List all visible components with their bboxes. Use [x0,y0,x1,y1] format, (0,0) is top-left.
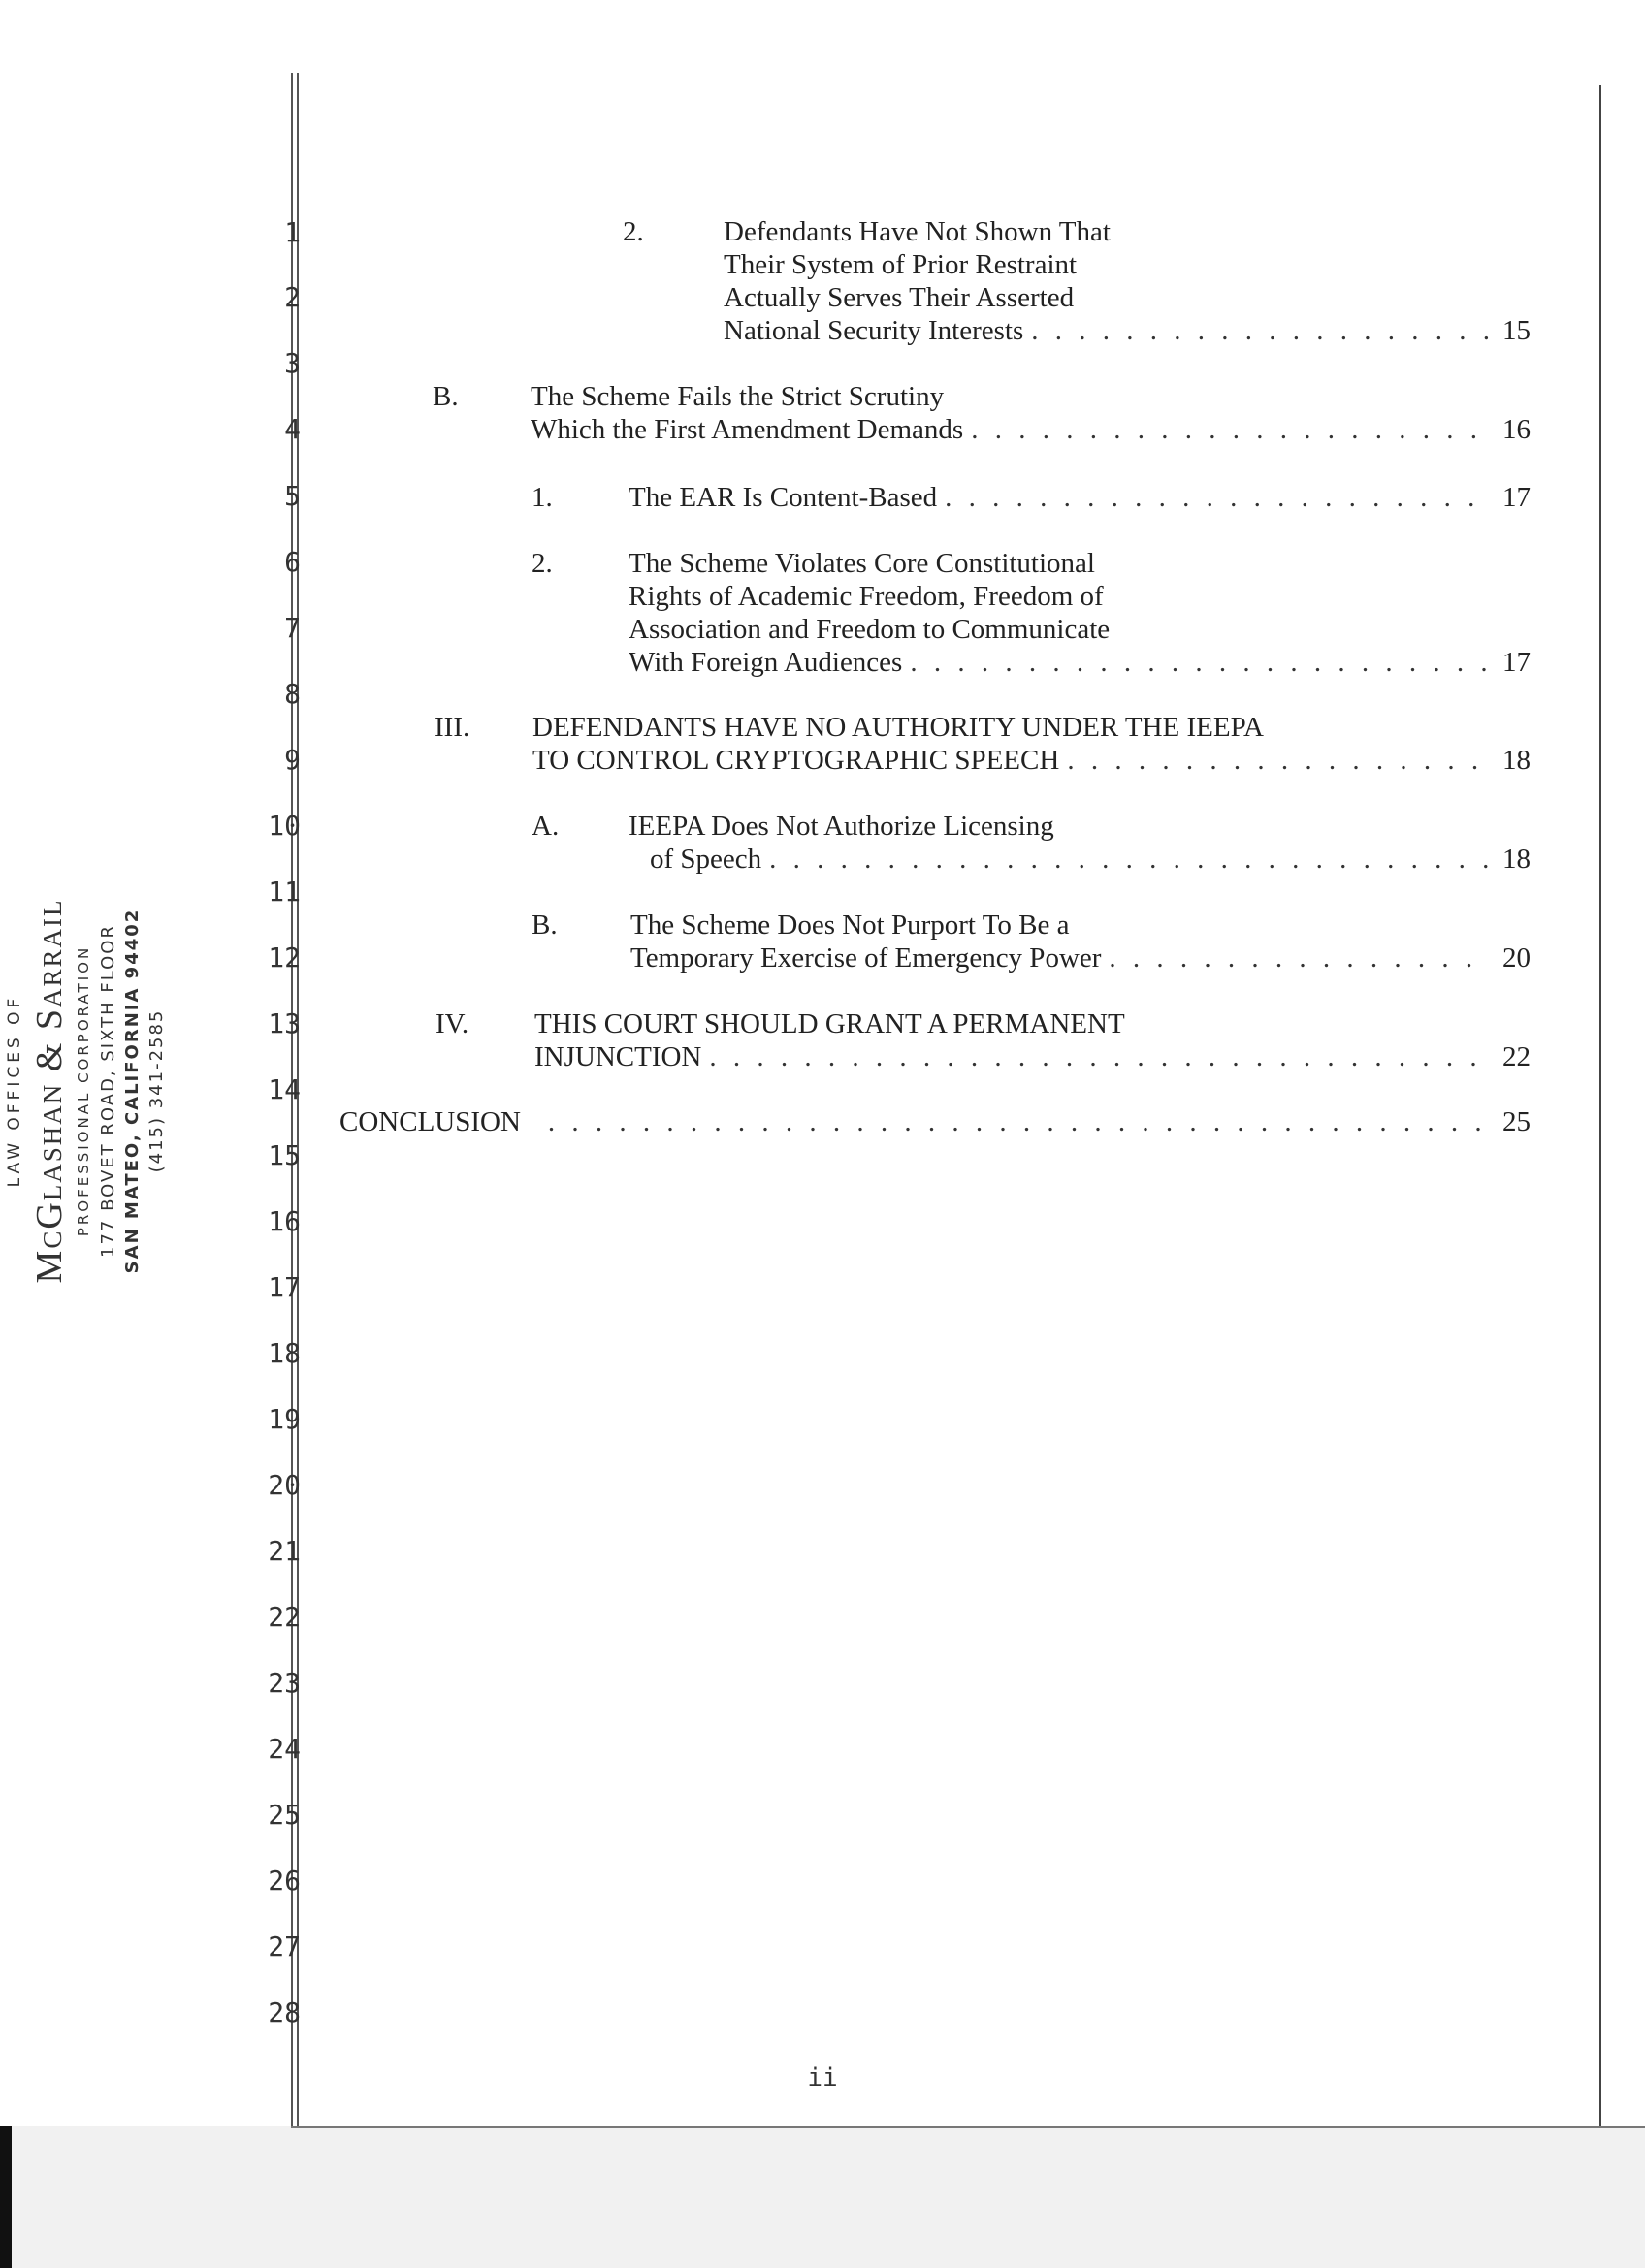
line-number: 6 [284,546,301,578]
toc-page-number: 22 [1502,1041,1531,1072]
toc-entry-line: Their System of Prior Restraint [724,249,1078,280]
line-number: 14 [268,1073,301,1105]
line-number: 20 [268,1469,301,1501]
toc-entry [724,215,1531,347]
toc-entry-number: 2. [623,216,644,247]
toc-entry-line: THIS COURT SHOULD GRANT A PERMANENT [534,1008,1125,1039]
bottom-rule [291,2126,1645,2128]
line-number: 25 [268,1799,301,1831]
toc-entry-title: National Security Interests [724,315,1024,346]
firm-phone: (415) 341-2585 [146,1008,167,1173]
line-number: 3 [284,347,301,379]
firm-letterhead [5,655,199,1527]
firm-type: PROFESSIONAL CORPORATION [75,944,92,1237]
toc-page-number: 25 [1502,1106,1531,1137]
toc-page-number: 17 [1502,482,1531,513]
line-number: 10 [268,810,301,842]
line-number: 8 [284,678,301,710]
line-number: 4 [284,413,301,445]
line-number: 26 [268,1865,301,1897]
firm-address: 177 BOVET ROAD, SIXTH FLOOR [98,924,118,1258]
line-number: 18 [268,1337,301,1369]
toc-entry [629,547,1531,679]
toc-entry-number: B. [433,381,459,412]
toc-page-number: 15 [1502,315,1531,346]
toc-entry [532,711,1531,777]
scan-edge [0,2126,12,2268]
line-number: 1 [284,216,301,248]
toc-entry-line: Defendants Have Not Shown That [724,216,1111,247]
line-number: 12 [268,942,301,974]
line-number: 17 [268,1271,301,1303]
line-number: 27 [268,1931,301,1963]
toc-page-number: 17 [1502,647,1531,678]
line-number: 19 [268,1403,301,1435]
line-number: 22 [268,1601,301,1633]
toc-entry-number: 1. [532,482,553,513]
toc-entry-title: The EAR Is Content-Based [629,482,938,513]
line-number: 21 [268,1535,301,1567]
line-number: 5 [284,480,301,512]
toc-entry-number: B. [532,910,558,941]
toc-entry-title: INJUNCTION [534,1041,702,1072]
line-number: 7 [284,612,301,644]
dot-leader [769,843,1490,876]
toc-page-number: 20 [1502,942,1531,974]
line-number: 9 [284,744,301,776]
dot-leader [1031,314,1490,347]
toc-entry-title: With Foreign Audiences [629,647,903,678]
toc-entry [531,380,1531,446]
toc-entry-line: Actually Serves Their Asserted [724,282,1075,313]
toc-entry-title: CONCLUSION [339,1106,521,1137]
dot-leader [971,413,1490,446]
toc-entry-title: Which the First Amendment Demands [531,414,964,445]
page-number: ii [807,2063,838,2092]
dot-leader [1109,942,1490,974]
toc-entry [339,1105,1531,1138]
toc-entry-title: of Speech [650,844,762,875]
toc-entry-number: IV. [435,1008,469,1039]
line-number: 2 [284,281,301,313]
toc-entry-title: Temporary Exercise of Emergency Power [630,942,1102,974]
toc-entry-line: The Scheme Does Not Purport To Be a [630,910,1070,941]
toc-entry-number: III. [435,712,470,743]
scan-shadow [12,2126,1645,2268]
toc-entry [629,481,1531,514]
line-number: 23 [268,1667,301,1699]
dot-leader [910,646,1490,679]
toc-entry-number: A. [532,811,560,842]
line-number: 11 [268,876,301,908]
right-margin-rule [1599,85,1601,2126]
toc-entry-line: DEFENDANTS HAVE NO AUTHORITY UNDER THE IEEPA [532,712,1264,743]
dot-leader [945,481,1490,514]
line-number: 16 [268,1205,301,1237]
toc-entry-title: TO CONTROL CRYPTOGRAPHIC SPEECH [532,745,1060,776]
line-number: 28 [268,1996,301,2028]
toc-entry-line: Rights of Academic Freedom, Freedom of [629,581,1104,612]
firm-city: SAN MATEO, CALIFORNIA 94402 [122,908,143,1274]
toc-entry-line: The Scheme Violates Core Constitutional [629,548,1095,579]
line-number: 13 [268,1007,301,1039]
toc-entry-line: Association and Freedom to Communicate [629,614,1111,645]
firm-name: McGlashan & Sarrail [29,898,70,1284]
firm-label: LAW OFFICES OF [5,994,24,1188]
line-number: 15 [268,1139,301,1171]
toc-page-number: 18 [1502,745,1531,776]
toc-entry [630,909,1531,974]
dot-leader [1067,744,1490,777]
dot-leader [548,1105,1490,1138]
toc-entry-line: The Scheme Fails the Strict Scrutiny [531,381,945,412]
toc-entry [534,1007,1531,1073]
toc-page-number: 16 [1502,414,1531,445]
line-number: 24 [268,1733,301,1765]
toc-page-number: 18 [1502,844,1531,875]
toc-entry-number: 2. [532,548,553,579]
toc-entry [629,810,1531,876]
dot-leader [709,1040,1490,1073]
toc-entry-line: IEEPA Does Not Authorize Licensing [629,811,1054,842]
